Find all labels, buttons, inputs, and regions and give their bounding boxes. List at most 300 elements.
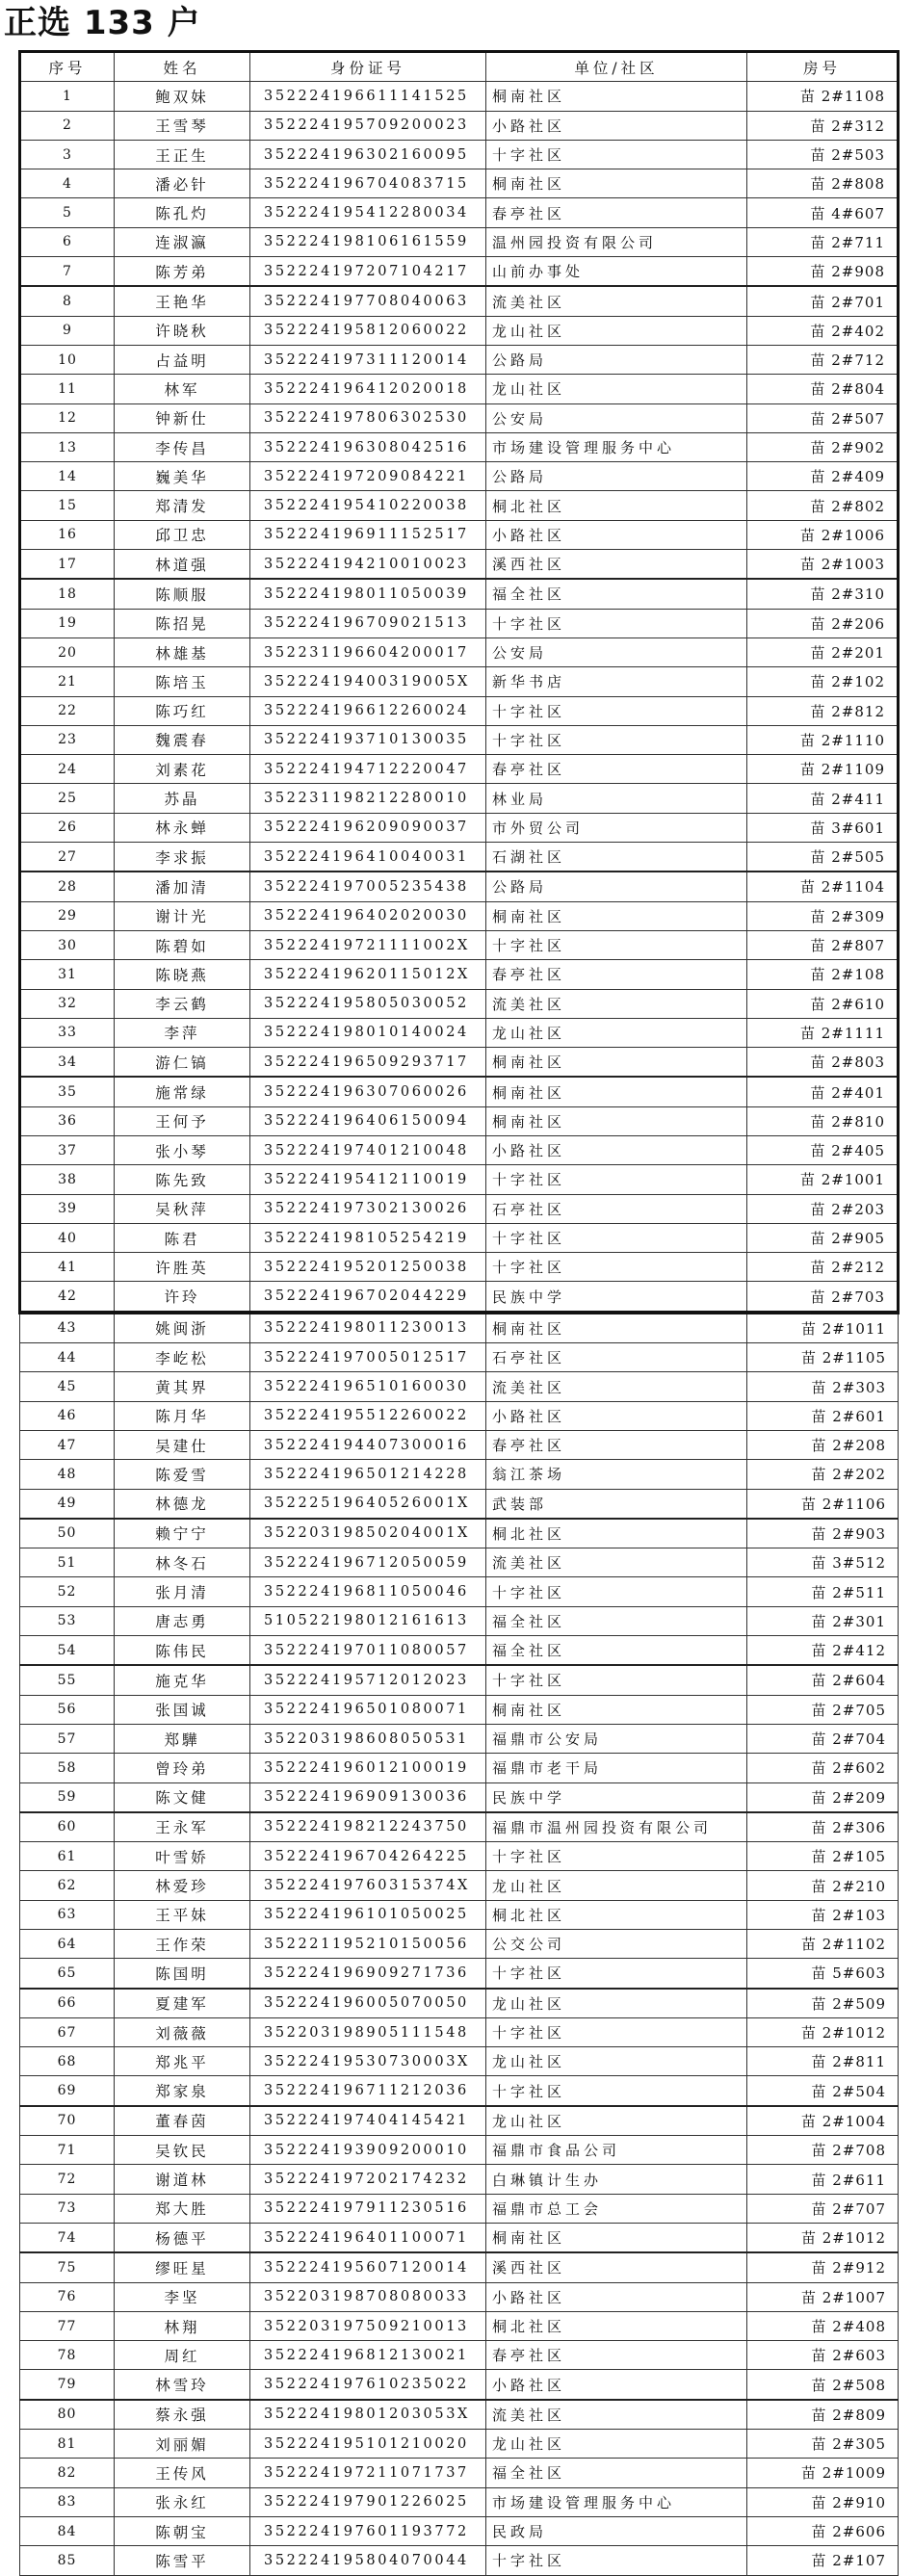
cell-room: 苗 2#1012 xyxy=(747,2017,899,2046)
cell-room: 苗 2#303 xyxy=(747,1372,899,1401)
cell-name: 周红 xyxy=(115,2341,250,2370)
cell-id-number: 352224197911230516 xyxy=(250,2194,486,2223)
cell-room: 苗 2#105 xyxy=(747,1842,899,1871)
cell-unit: 十字社区 xyxy=(486,1577,747,1606)
cell-serial: 64 xyxy=(20,1930,115,1959)
table-row xyxy=(20,2430,899,2459)
cell-name: 陈顺服 xyxy=(115,579,250,609)
table-row xyxy=(20,140,899,169)
cell-serial: 41 xyxy=(20,1253,115,1282)
cell-unit: 龙山社区 xyxy=(486,2106,747,2136)
cell-id-number: 352224193909200010 xyxy=(250,2136,486,2165)
cell-name: 刘薇薇 xyxy=(115,2017,250,2046)
cell-room: 苗 2#507 xyxy=(747,403,899,432)
cell-name: 魏震春 xyxy=(115,725,250,754)
cell-unit: 公路局 xyxy=(486,872,747,901)
cell-serial: 34 xyxy=(20,1048,115,1078)
cell-name: 王艳华 xyxy=(115,286,250,316)
cell-name: 陈雪平 xyxy=(115,2546,250,2575)
cell-id-number: 352224197601193772 xyxy=(250,2516,486,2545)
cell-id-number: 510522198012161613 xyxy=(250,1606,486,1635)
cell-name: 连淑瀛 xyxy=(115,227,250,256)
cell-unit: 春亭社区 xyxy=(486,755,747,784)
cell-id-number: 352221195210150056 xyxy=(250,1930,486,1959)
cell-serial: 38 xyxy=(20,1165,115,1194)
cell-room: 苗 2#707 xyxy=(747,2194,899,2223)
cell-unit: 小路社区 xyxy=(486,2370,747,2400)
table-row xyxy=(20,930,899,959)
table-row xyxy=(20,2487,899,2516)
table-row xyxy=(20,2459,899,2487)
table-row xyxy=(20,1577,899,1606)
cell-id-number: 352224196709021513 xyxy=(250,609,486,637)
table-row xyxy=(20,1223,899,1252)
cell-id-number: 35222419530730003X xyxy=(250,2047,486,2076)
table-row xyxy=(20,1372,899,1401)
cell-serial: 1 xyxy=(20,82,115,111)
cell-name: 董春茵 xyxy=(115,2106,250,2136)
cell-name: 王雪琴 xyxy=(115,111,250,140)
cell-name: 王何予 xyxy=(115,1106,250,1135)
cell-name: 吴秋萍 xyxy=(115,1194,250,1223)
cell-serial: 17 xyxy=(20,550,115,580)
cell-id-number: 352224196712050059 xyxy=(250,1548,486,1577)
cell-unit: 龙山社区 xyxy=(486,375,747,403)
cell-id-number: 352224196307060026 xyxy=(250,1077,486,1106)
header-unit: 单位/社区 xyxy=(486,52,747,82)
table-row xyxy=(20,2400,899,2430)
table-row xyxy=(20,1665,899,1695)
cell-name: 占益明 xyxy=(115,345,250,374)
cell-id-number: 352224197806302530 xyxy=(250,403,486,432)
table-row xyxy=(20,1930,899,1959)
cell-serial: 56 xyxy=(20,1695,115,1724)
cell-name: 谢计光 xyxy=(115,901,250,930)
cell-serial: 66 xyxy=(20,1989,115,2018)
cell-id-number: 352224198212243750 xyxy=(250,1812,486,1842)
cell-serial: 59 xyxy=(20,1782,115,1812)
cell-unit: 流美社区 xyxy=(486,989,747,1018)
cell-unit: 民族中学 xyxy=(486,1282,747,1313)
cell-id-number: 352224196406150094 xyxy=(250,1106,486,1135)
cell-name: 李坚 xyxy=(115,2282,250,2311)
cell-id-number: 352224196704083715 xyxy=(250,169,486,198)
cell-name: 王正生 xyxy=(115,140,250,169)
cell-id-number: 352224198106161559 xyxy=(250,227,486,256)
cell-id-number: 352224195607120014 xyxy=(250,2252,486,2282)
cell-serial: 22 xyxy=(20,696,115,725)
cell-id-number: 35222519640526001X xyxy=(250,1489,486,1519)
cell-serial: 6 xyxy=(20,227,115,256)
cell-id-number: 352224194407300016 xyxy=(250,1430,486,1459)
cell-unit: 十字社区 xyxy=(486,930,747,959)
cell-serial: 48 xyxy=(20,1460,115,1489)
cell-unit: 石亭社区 xyxy=(486,1343,747,1372)
cell-id-number: 352224195410220038 xyxy=(250,491,486,520)
table-row xyxy=(20,1135,899,1164)
cell-room: 苗 2#209 xyxy=(747,1782,899,1812)
cell-name: 张月清 xyxy=(115,1577,250,1606)
cell-room: 苗 2#402 xyxy=(747,316,899,345)
cell-name: 杨德平 xyxy=(115,2223,250,2252)
cell-serial: 61 xyxy=(20,1842,115,1871)
cell-id-number: 352224196501080071 xyxy=(250,1695,486,1724)
cell-id-number: 352224196302160095 xyxy=(250,140,486,169)
cell-room: 苗 2#1106 xyxy=(747,1489,899,1519)
table-row xyxy=(20,1782,899,1812)
cell-room: 苗 2#604 xyxy=(747,1665,899,1695)
cell-unit: 福全社区 xyxy=(486,2459,747,2487)
cell-id-number: 352224196005070050 xyxy=(250,1989,486,2018)
cell-serial: 67 xyxy=(20,2017,115,2046)
table-row xyxy=(20,843,899,872)
cell-id-number: 352224196611141525 xyxy=(250,82,486,111)
cell-serial: 21 xyxy=(20,667,115,696)
cell-unit: 十字社区 xyxy=(486,609,747,637)
cell-name: 陈爱雪 xyxy=(115,1460,250,1489)
cell-id-number: 352224194712220047 xyxy=(250,755,486,784)
table-row xyxy=(20,1754,899,1782)
cell-name: 陈伟民 xyxy=(115,1636,250,1666)
cell-name: 叶雪娇 xyxy=(115,1842,250,1871)
table-row xyxy=(20,1460,899,1489)
table-row xyxy=(20,286,899,316)
cell-id-number: 352224197207104217 xyxy=(250,257,486,287)
cell-room: 苗 2#210 xyxy=(747,1871,899,1900)
cell-name: 潘加清 xyxy=(115,872,250,901)
cell-room: 苗 2#504 xyxy=(747,2076,899,2106)
cell-serial: 24 xyxy=(20,755,115,784)
cell-serial: 62 xyxy=(20,1871,115,1900)
table-row xyxy=(20,82,899,111)
table-row xyxy=(20,2341,899,2370)
table-row xyxy=(20,1313,899,1343)
cell-id-number: 35222419620115012X xyxy=(250,960,486,989)
table-row xyxy=(20,1106,899,1135)
cell-room: 苗 2#910 xyxy=(747,2487,899,2516)
table-row xyxy=(20,520,899,549)
table-row xyxy=(20,345,899,374)
cell-unit: 公路局 xyxy=(486,462,747,491)
cell-room: 苗 2#708 xyxy=(747,2136,899,2165)
cell-id-number: 352224198011050039 xyxy=(250,579,486,609)
cell-name: 王平妹 xyxy=(115,1900,250,1929)
cell-name: 陈晓燕 xyxy=(115,960,250,989)
cell-serial: 81 xyxy=(20,2430,115,2459)
table-row xyxy=(20,1724,899,1753)
cell-room: 苗 2#1004 xyxy=(747,2106,899,2136)
table-row xyxy=(20,2047,899,2076)
cell-name: 林军 xyxy=(115,375,250,403)
cell-room: 苗 2#201 xyxy=(747,637,899,666)
cell-room: 苗 2#711 xyxy=(747,227,899,256)
cell-id-number: 352224197401210048 xyxy=(250,1135,486,1164)
cell-serial: 69 xyxy=(20,2076,115,2106)
cell-id-number: 352224198011230013 xyxy=(250,1313,486,1343)
cell-room: 苗 2#812 xyxy=(747,696,899,725)
cell-room: 苗 2#1007 xyxy=(747,2282,899,2311)
cell-room: 苗 5#603 xyxy=(747,1959,899,1989)
table-row xyxy=(20,637,899,666)
cell-name: 陈朝宝 xyxy=(115,2516,250,2545)
cell-room: 苗 2#807 xyxy=(747,930,899,959)
table-row xyxy=(20,198,899,227)
cell-room: 苗 2#405 xyxy=(747,1135,899,1164)
cell-name: 陈芳弟 xyxy=(115,257,250,287)
cell-room: 苗 2#1105 xyxy=(747,1343,899,1372)
cell-unit: 流美社区 xyxy=(486,1372,747,1401)
cell-unit: 桐南社区 xyxy=(486,169,747,198)
table-row xyxy=(20,813,899,842)
cell-room: 苗 2#912 xyxy=(747,2252,899,2282)
table-row xyxy=(20,1165,899,1194)
cell-serial: 51 xyxy=(20,1548,115,1577)
cell-name: 刘素花 xyxy=(115,755,250,784)
table-row xyxy=(20,1343,899,1372)
cell-unit: 桐北社区 xyxy=(486,1519,747,1548)
cell-name: 李云鹤 xyxy=(115,989,250,1018)
cell-room: 苗 2#306 xyxy=(747,1812,899,1842)
cell-name: 李屹松 xyxy=(115,1343,250,1372)
cell-name: 陈君 xyxy=(115,1223,250,1252)
cell-id-number: 352203198905111548 xyxy=(250,2017,486,2046)
cell-unit: 十字社区 xyxy=(486,1665,747,1695)
header-serial: 序号 xyxy=(20,52,115,82)
table-row xyxy=(20,403,899,432)
cell-name: 巍美华 xyxy=(115,462,250,491)
cell-name: 鲍双妹 xyxy=(115,82,250,111)
cell-room: 苗 2#905 xyxy=(747,1223,899,1252)
cell-unit: 溪西社区 xyxy=(486,2252,747,2282)
cell-unit: 福鼎市公安局 xyxy=(486,1724,747,1753)
table-row xyxy=(20,2546,899,2575)
cell-name: 许晓秋 xyxy=(115,316,250,345)
cell-name: 陈先致 xyxy=(115,1165,250,1194)
cell-serial: 3 xyxy=(20,140,115,169)
cell-name: 蔡永强 xyxy=(115,2400,250,2430)
cell-unit: 民政局 xyxy=(486,2516,747,2545)
cell-room: 苗 2#611 xyxy=(747,2165,899,2194)
cell-room: 苗 2#1012 xyxy=(747,2223,899,2252)
cell-serial: 80 xyxy=(20,2400,115,2430)
cell-name: 游仁镐 xyxy=(115,1048,250,1078)
table-row xyxy=(20,462,899,491)
table-row xyxy=(20,432,899,461)
cell-room: 苗 2#411 xyxy=(747,784,899,813)
cell-unit: 市场建设管理服务中心 xyxy=(486,432,747,461)
table-row xyxy=(20,1695,899,1724)
cell-name: 陈孔灼 xyxy=(115,198,250,227)
cell-unit: 流美社区 xyxy=(486,2400,747,2430)
cell-id-number: 352224196909130036 xyxy=(250,1782,486,1812)
table-row xyxy=(20,725,899,754)
cell-serial: 77 xyxy=(20,2311,115,2340)
cell-name: 陈文健 xyxy=(115,1782,250,1812)
table-row xyxy=(20,755,899,784)
table-row xyxy=(20,2076,899,2106)
table-row xyxy=(20,2223,899,2252)
table-row xyxy=(20,1519,899,1548)
cell-name: 郑清发 xyxy=(115,491,250,520)
cell-unit: 白琳镇计生办 xyxy=(486,2165,747,2194)
cell-unit: 十字社区 xyxy=(486,696,747,725)
cell-room: 苗 2#107 xyxy=(747,2546,899,2575)
cell-serial: 29 xyxy=(20,901,115,930)
header-room: 房号 xyxy=(747,52,899,82)
cell-name: 郑兆平 xyxy=(115,2047,250,2076)
cell-id-number: 352224197708040063 xyxy=(250,286,486,316)
cell-room: 苗 2#802 xyxy=(747,491,899,520)
cell-room: 苗 2#212 xyxy=(747,1253,899,1282)
cell-room: 苗 2#305 xyxy=(747,2430,899,2459)
cell-unit: 流美社区 xyxy=(486,286,747,316)
cell-room: 苗 2#508 xyxy=(747,2370,899,2400)
cell-serial: 31 xyxy=(20,960,115,989)
cell-name: 王传风 xyxy=(115,2459,250,2487)
cell-id-number: 352224196209090037 xyxy=(250,813,486,842)
table-row xyxy=(20,111,899,140)
cell-unit: 桐南社区 xyxy=(486,901,747,930)
cell-unit: 桐南社区 xyxy=(486,2223,747,2252)
cell-unit: 龙山社区 xyxy=(486,1871,747,1900)
table-row xyxy=(20,2282,899,2311)
cell-id-number: 352224195412280034 xyxy=(250,198,486,227)
cell-unit: 十字社区 xyxy=(486,1165,747,1194)
cell-serial: 8 xyxy=(20,286,115,316)
cell-name: 谢道林 xyxy=(115,2165,250,2194)
cell-id-number: 352203198608050531 xyxy=(250,1724,486,1753)
cell-unit: 十字社区 xyxy=(486,2546,747,2575)
cell-serial: 85 xyxy=(20,2546,115,2575)
cell-room: 苗 2#511 xyxy=(747,1577,899,1606)
cell-name: 曾玲弟 xyxy=(115,1754,250,1782)
cell-unit: 市场建设管理服务中心 xyxy=(486,2487,747,2516)
cell-name: 张国诚 xyxy=(115,1695,250,1724)
cell-serial: 26 xyxy=(20,813,115,842)
cell-name: 赖宁宁 xyxy=(115,1519,250,1548)
table-row xyxy=(20,2165,899,2194)
cell-room: 苗 2#310 xyxy=(747,579,899,609)
cell-serial: 5 xyxy=(20,198,115,227)
cell-id-number: 35220319850204001X xyxy=(250,1519,486,1548)
table-row xyxy=(20,375,899,403)
cell-name: 钟新仕 xyxy=(115,403,250,432)
table-row xyxy=(20,1401,899,1430)
cell-serial: 30 xyxy=(20,930,115,959)
cell-room: 苗 2#703 xyxy=(747,1282,899,1313)
cell-name: 唐志勇 xyxy=(115,1606,250,1635)
cell-id-number: 352203198708080033 xyxy=(250,2282,486,2311)
cell-serial: 46 xyxy=(20,1401,115,1430)
table-row xyxy=(20,2194,899,2223)
cell-id-number: 352224195812060022 xyxy=(250,316,486,345)
table-row xyxy=(20,1077,899,1106)
cell-room: 苗 2#1109 xyxy=(747,755,899,784)
cell-name: 王永军 xyxy=(115,1812,250,1842)
cell-unit: 桐北社区 xyxy=(486,1900,747,1929)
cell-serial: 84 xyxy=(20,2516,115,2545)
cell-room: 苗 2#409 xyxy=(747,462,899,491)
cell-room: 苗 2#808 xyxy=(747,169,899,198)
cell-unit: 民族中学 xyxy=(486,1782,747,1812)
cell-room: 苗 2#701 xyxy=(747,286,899,316)
cell-serial: 7 xyxy=(20,257,115,287)
table-row xyxy=(20,1900,899,1929)
cell-serial: 47 xyxy=(20,1430,115,1459)
cell-unit: 翁江茶场 xyxy=(486,1460,747,1489)
cell-id-number: 352203197509210013 xyxy=(250,2311,486,2340)
cell-room: 苗 2#102 xyxy=(747,667,899,696)
table-row xyxy=(20,1636,899,1666)
cell-id-number: 352224195412110019 xyxy=(250,1165,486,1194)
cell-name: 李传昌 xyxy=(115,432,250,461)
cell-room: 苗 2#1102 xyxy=(747,1930,899,1959)
table-row xyxy=(20,1018,899,1047)
cell-name: 许玲 xyxy=(115,1282,250,1313)
cell-unit: 福全社区 xyxy=(486,1606,747,1635)
cell-name: 陈月华 xyxy=(115,1401,250,1430)
table-header-row xyxy=(20,52,899,82)
cell-serial: 57 xyxy=(20,1724,115,1753)
cell-serial: 44 xyxy=(20,1343,115,1372)
cell-unit: 山前办事处 xyxy=(486,257,747,287)
table-row xyxy=(20,227,899,256)
cell-name: 林道强 xyxy=(115,550,250,580)
cell-serial: 39 xyxy=(20,1194,115,1223)
cell-room: 苗 2#1011 xyxy=(747,1313,899,1343)
cell-name: 郑家泉 xyxy=(115,2076,250,2106)
cell-room: 苗 2#1003 xyxy=(747,550,899,580)
cell-room: 苗 2#603 xyxy=(747,2341,899,2370)
cell-id-number: 352224198105254219 xyxy=(250,1223,486,1252)
cell-id-number: 35222419760315374X xyxy=(250,1871,486,1900)
cell-name: 缪旺星 xyxy=(115,2252,250,2282)
cell-serial: 37 xyxy=(20,1135,115,1164)
cell-serial: 9 xyxy=(20,316,115,345)
cell-id-number: 352224196509293717 xyxy=(250,1048,486,1078)
cell-room: 苗 2#803 xyxy=(747,1048,899,1078)
cell-unit: 新华书店 xyxy=(486,667,747,696)
cell-unit: 十字社区 xyxy=(486,725,747,754)
cell-name: 刘丽媚 xyxy=(115,2430,250,2459)
cell-room: 苗 2#103 xyxy=(747,1900,899,1929)
cell-id-number: 352224197209084221 xyxy=(250,462,486,491)
cell-id-number: 352224196101050025 xyxy=(250,1900,486,1929)
cell-id-number: 352224196401100071 xyxy=(250,2223,486,2252)
cell-id-number: 352224197302130026 xyxy=(250,1194,486,1223)
cell-room: 苗 2#606 xyxy=(747,2516,899,2545)
cell-name: 苏晶 xyxy=(115,784,250,813)
cell-name: 林冬石 xyxy=(115,1548,250,1577)
cell-unit: 十字社区 xyxy=(486,2017,747,2046)
cell-unit: 十字社区 xyxy=(486,1842,747,1871)
cell-room: 苗 2#401 xyxy=(747,1077,899,1106)
table-row xyxy=(20,609,899,637)
page-title: 正选 133 户 xyxy=(4,4,201,42)
cell-room: 苗 2#602 xyxy=(747,1754,899,1782)
cell-serial: 71 xyxy=(20,2136,115,2165)
cell-room: 苗 2#1111 xyxy=(747,1018,899,1047)
cell-serial: 72 xyxy=(20,2165,115,2194)
table-row xyxy=(20,1989,899,2018)
cell-room: 苗 2#1108 xyxy=(747,82,899,111)
cell-id-number: 352224195512260022 xyxy=(250,1401,486,1430)
cell-unit: 武装部 xyxy=(486,1489,747,1519)
cell-unit: 春亭社区 xyxy=(486,1430,747,1459)
table-row xyxy=(20,1194,899,1223)
table-row xyxy=(20,2516,899,2545)
cell-name: 林雪玲 xyxy=(115,2370,250,2400)
